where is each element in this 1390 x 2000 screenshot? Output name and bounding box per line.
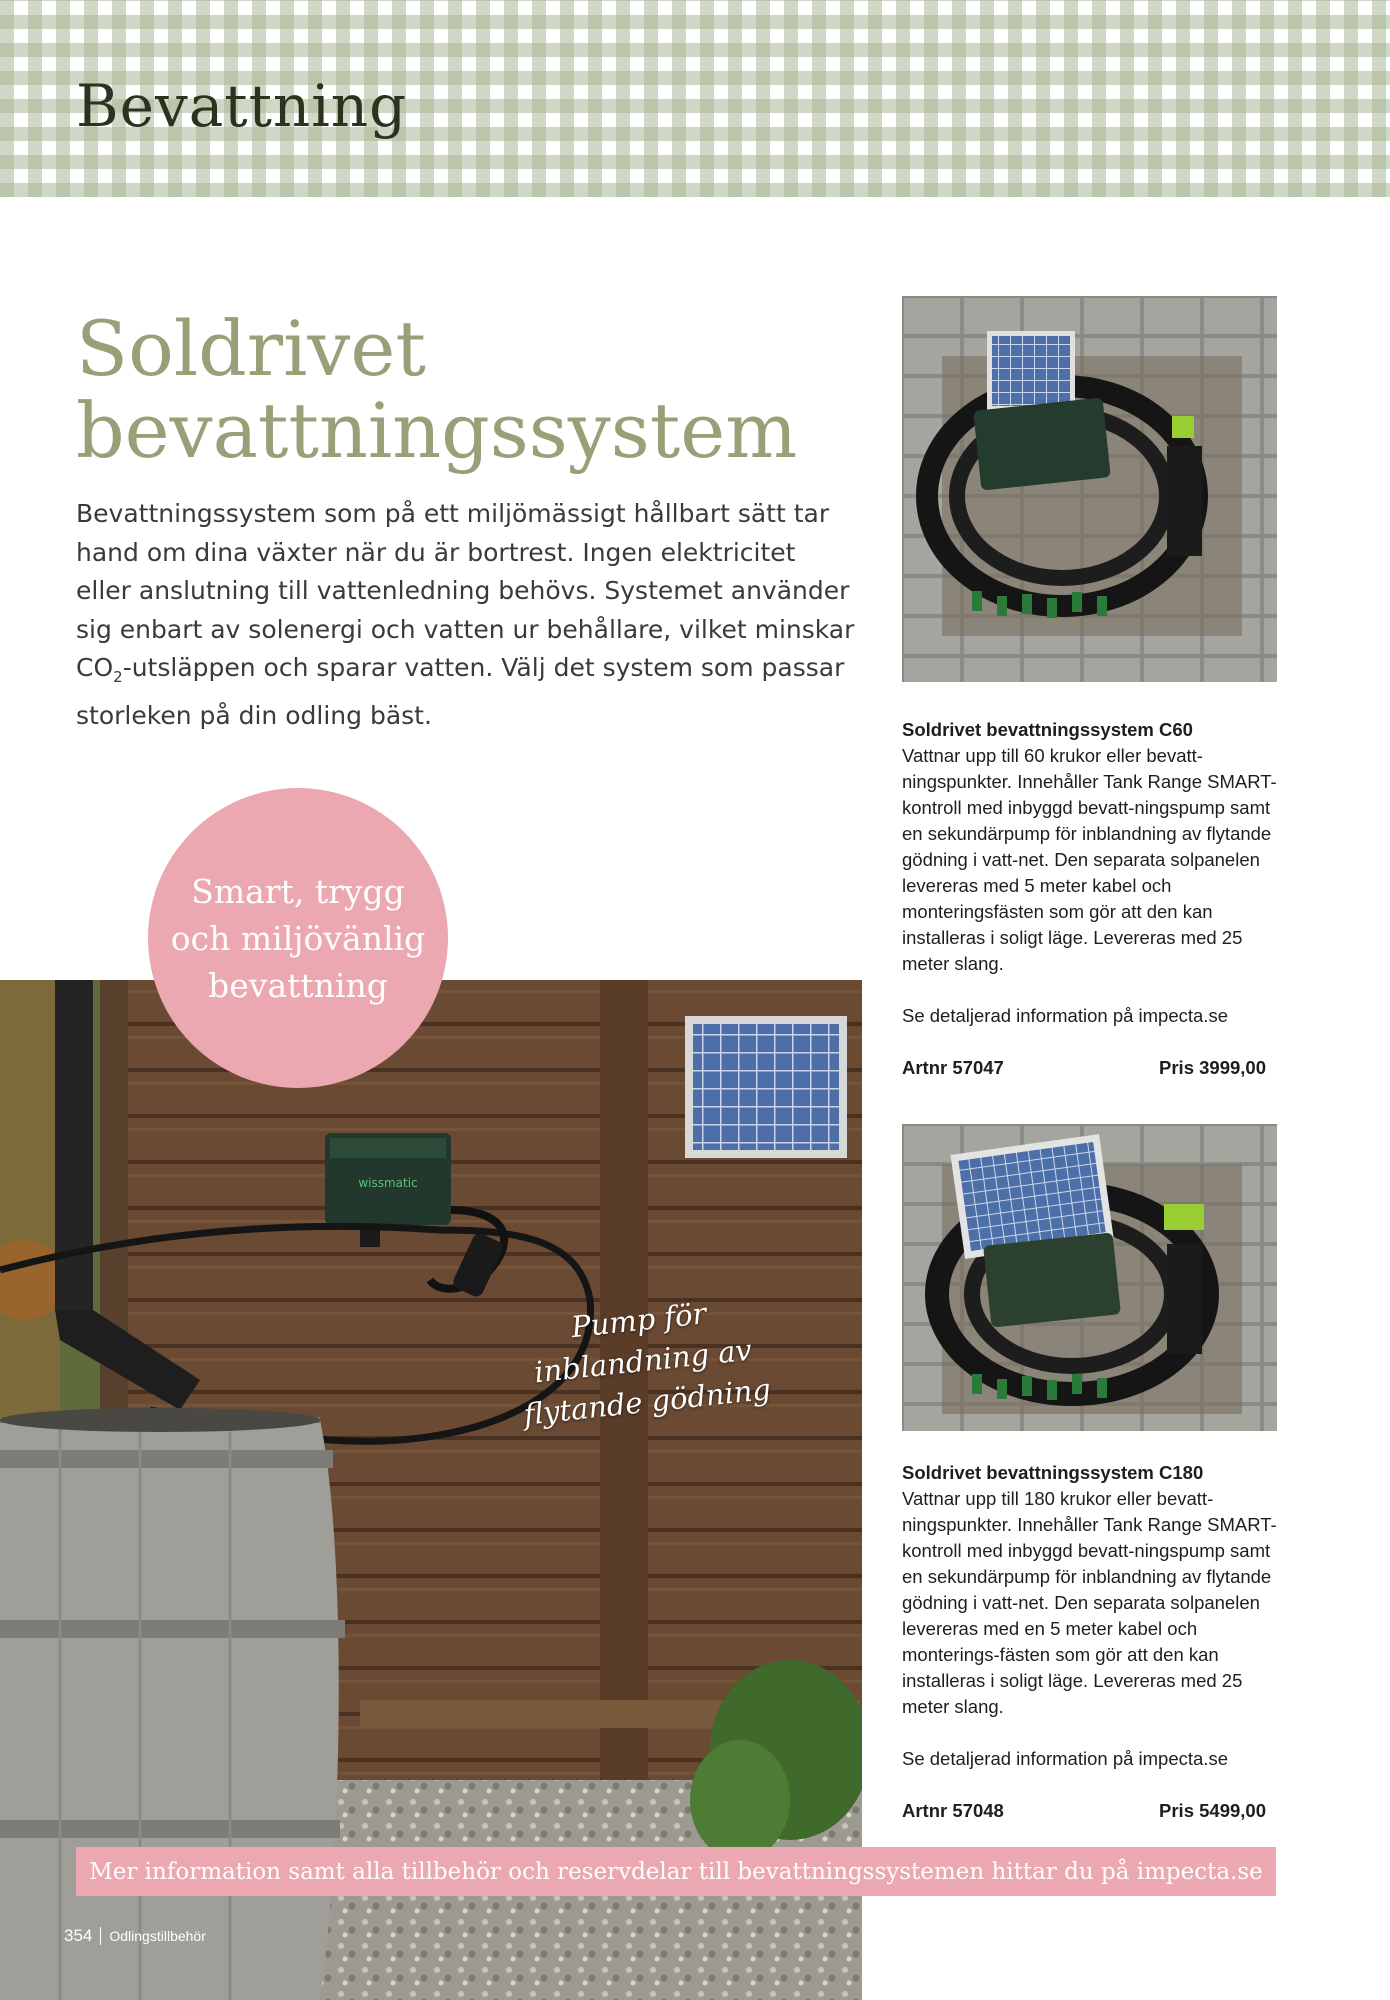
product-image-c180 bbox=[902, 1124, 1277, 1431]
product-image-c60 bbox=[902, 296, 1277, 682]
product-more-info: Se detaljerad information på impecta.se bbox=[902, 1748, 1228, 1769]
feature-badge-text: Smart, trygg och miljövänlig bevattning bbox=[170, 871, 426, 1005]
rain-barrel bbox=[0, 1420, 339, 2000]
section-title: Bevattning bbox=[76, 72, 408, 140]
footer-section: Odlingstillbehör bbox=[109, 1928, 206, 1944]
svg-text:wissmatic: wissmatic bbox=[358, 1176, 418, 1190]
page-title-line1: Soldrivet bbox=[76, 304, 426, 393]
downpipe bbox=[55, 980, 93, 1310]
product-image-c60-illustration bbox=[902, 296, 1277, 682]
intro-subscript: 2 bbox=[113, 668, 123, 686]
page-footer bbox=[64, 1926, 206, 1946]
product-artnr: Artnr 57047 bbox=[902, 1057, 1004, 1078]
intro-text-part2: -utsläppen och sparar vatten. Välj det system som passar storleken på din odling bäst. bbox=[76, 653, 845, 730]
page-title-line2: bevattningssystem bbox=[76, 386, 798, 475]
info-banner: Mer information samt alla tillbehör och reservdelar till bevattningssystemen hittar du på impecta.se bbox=[76, 1847, 1276, 1896]
product-card-c180 bbox=[902, 1460, 1287, 1824]
page-number: 354 bbox=[64, 1926, 93, 1945]
product-title: Soldrivet bevattningssystem C60 bbox=[902, 719, 1193, 740]
product-price: Pris 3999,00 bbox=[1159, 1057, 1266, 1078]
page-title bbox=[76, 304, 798, 475]
feature-badge bbox=[148, 788, 448, 1088]
product-description: Vattnar upp till 180 krukor eller bevatt-ningspunkter. Innehåller Tank Range SMART-kontroll med inbyggd bevatt-ningspump samt en sekundärpump för inblandning av flytande gödning i vatt-net. Den separata solpanelen levereras med en 5 meter kabel och monterings-fästen som gör att den kan installeras i soligt läge. Levereras med 25 meter slang. bbox=[902, 1488, 1277, 1717]
intro-paragraph bbox=[76, 495, 856, 735]
product-more-info: Se detaljerad information på impecta.se bbox=[902, 1005, 1228, 1026]
product-description: Vattnar upp till 60 krukor eller bevatt-ningspunkter. Innehåller Tank Range SMART-kontroll med inbyggd bevatt-ningspump samt en sekundärpump för inblandning av flytande gödning i vatt-net. Den separata solpanelen levereras med 5 meter kabel och monteringsfästen som gör att den kan installeras i soligt läge. Levereras med 25 meter slang. bbox=[902, 745, 1277, 974]
product-price-row bbox=[902, 1055, 1266, 1081]
photo-caption: Pump för inblandning av flytande gödning bbox=[522, 1296, 773, 1432]
intro-text-part1: Bevattningssystem som på ett miljömässigt hållbart sätt tar hand om dina växter när du är bortrest. Ingen elektricitet eller anslutning till vattenledning behövs. Systemet använder sig enbart av solenergi och vatten ur behållare, vilket minskar CO bbox=[76, 499, 855, 682]
product-image-c180-illustration bbox=[902, 1124, 1277, 1431]
product-title: Soldrivet bevattningssystem C180 bbox=[902, 1462, 1204, 1483]
footer-divider bbox=[100, 1927, 101, 1945]
product-price-row bbox=[902, 1798, 1266, 1824]
product-artnr: Artnr 57048 bbox=[902, 1800, 1004, 1821]
product-card-c60 bbox=[902, 717, 1287, 1081]
product-price: Pris 5499,00 bbox=[1159, 1800, 1266, 1821]
